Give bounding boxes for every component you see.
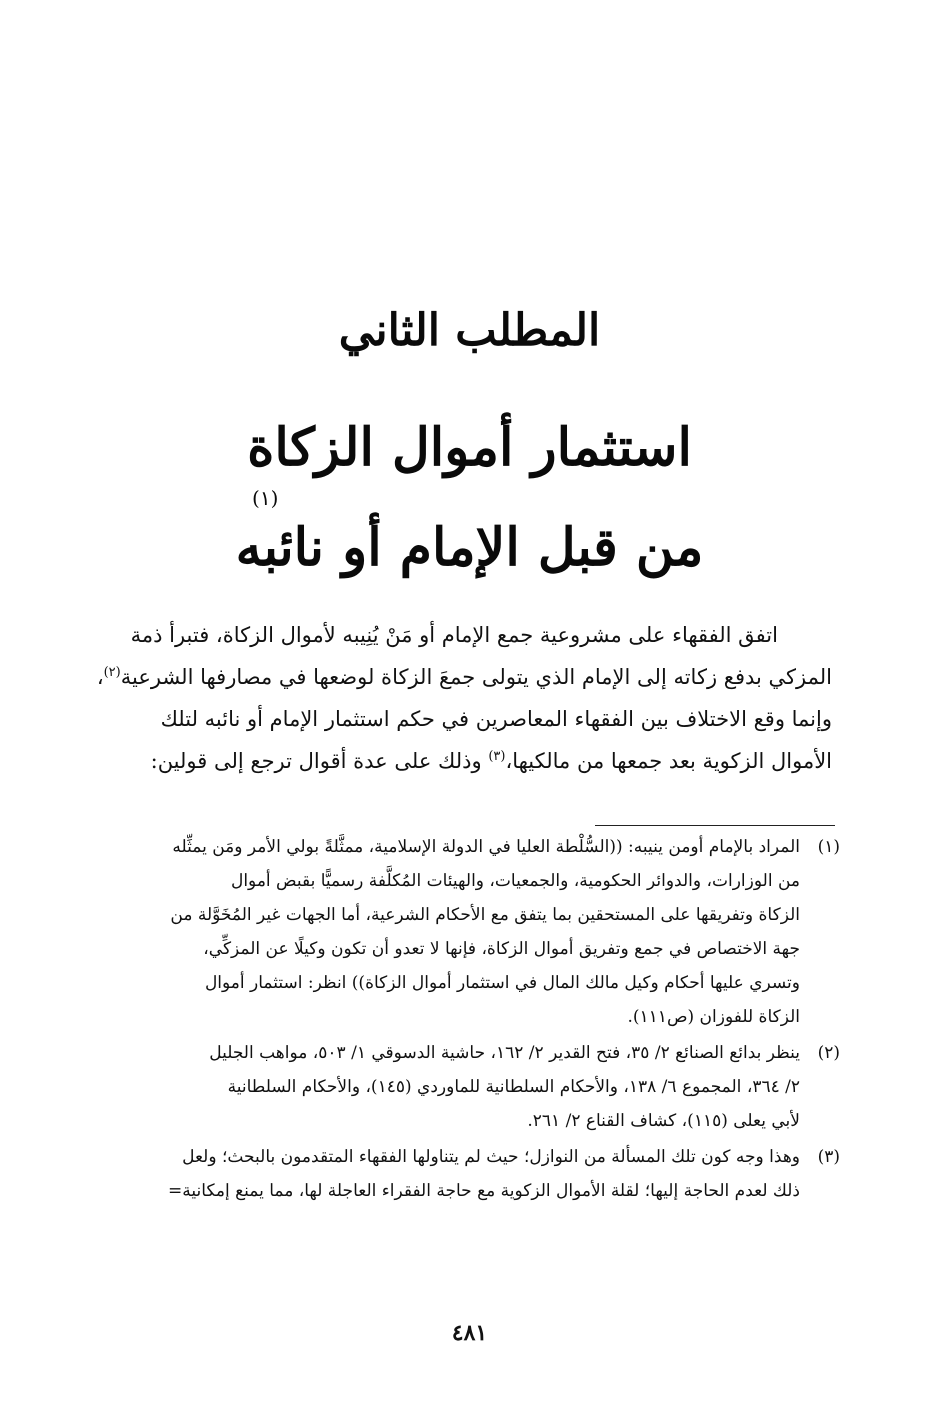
section-heading: المطلب الثاني [338, 305, 601, 356]
paragraph-line [96, 656, 832, 698]
footnote-1 [102, 830, 840, 1034]
footnote-line: وهذا وجه كون تلك المسألة من النوازل؛ حيث لم يتناولها الفقهاء المتقدمون بالبحث؛ ولعل [182, 1147, 800, 1167]
footnote-line: الزكاة وتفريقها على المستحقين بما يتفق مع الأحكام الشرعية، أما الجهات غير المُخَوَّلة من [170, 905, 800, 925]
paragraph-line-text: المزكي بدفع زكاته إلى الإمام الذي يتولى جمعَ الزكاة لوضعها في مصارفها الشرعية [120, 665, 832, 689]
footnote-number: (٢) [817, 1043, 840, 1063]
footnote-number: (٣) [817, 1147, 840, 1167]
footnote-line: ٢/ ٣٦٤، المجموع ٦/ ١٣٨، والأحكام السلطانية للماوردي (١٤٥)، والأحكام السلطانية [227, 1077, 800, 1097]
footnote-line: الزكاة للفوزان (ص١١١). [627, 1007, 800, 1027]
paragraph-line-tail: وذلك على عدة أقوال ترجع إلى قولين: [150, 749, 489, 773]
subtitle-footnote-ref: (١) [252, 486, 279, 510]
footnote-separator [595, 825, 835, 826]
footnote-2 [102, 1036, 840, 1138]
subtitle-text: من قبل الإمام أو نائبه [235, 517, 704, 578]
footnotes [102, 830, 840, 1210]
main-paragraph [96, 614, 832, 782]
paragraph-line-text: الأموال الزكوية بعد جمعها من مالكيها، [505, 749, 832, 773]
footnote-line: لأبي يعلى (١١٥)، كشاف القناع ٢/ ٢٦١. [527, 1111, 800, 1131]
footnote-line: ينظر بدائع الصنائع ٢/ ٣٥، فتح القدير ٢/ ١٦٢، حاشية الدسوقي ١/ ٥٠٣، مواهب الجليل [209, 1043, 800, 1063]
paragraph-line-tail: ، [96, 665, 104, 689]
footnote-number: (١) [817, 837, 840, 857]
footnote-line: المراد بالإمام أومن ينيبه: ((السُّلْطة العليا في الدولة الإسلامية، ممثَّلةً بولي الأمر ومَن يمثِّله [172, 837, 800, 857]
footnote-line: ذلك لعدم الحاجة إليها؛ لقلة الأموال الزكوية مع حاجة الفقراء العاجلة لها، مما يمنع إمكانية= [168, 1181, 800, 1201]
paragraph-line [102, 740, 832, 782]
footnote-line: وتسري عليها أحكام وكيل مالك المال في استثمار أموال الزكاة)) انظر: استثمار أموال [204, 973, 800, 993]
page-number: ٤٨١ [451, 1320, 488, 1346]
paragraph-line: اتفق الفقهاء على مشروعية جمع الإمام أو مَنْ يُنِيبه لأموال الزكاة، فتبرأ ذمة [130, 623, 778, 647]
footnote-line: من الوزارات، والدوائر الحكومية، والجمعيات، والهيئات المُكلَّفة رسميًّا بقبض أموال [230, 871, 800, 891]
footnote-ref-2: (٢) [103, 665, 121, 680]
footnote-line: جهة الاختصاص في جمع وتفريق أموال الزكاة، فإنها لا تعدو أن تكون وكيلًا عن المزكِّي، [203, 939, 800, 959]
chapter-subtitle [0, 486, 939, 588]
chapter-title: استثمار أموال الزكاة [247, 417, 692, 478]
footnote-3 [102, 1140, 840, 1208]
paragraph-line: وإنما وقع الاختلاف بين الفقهاء المعاصرين في حكم استثمار الإمام أو نائبه لتلك [160, 707, 832, 731]
footnote-ref-3: (٣) [488, 749, 506, 764]
